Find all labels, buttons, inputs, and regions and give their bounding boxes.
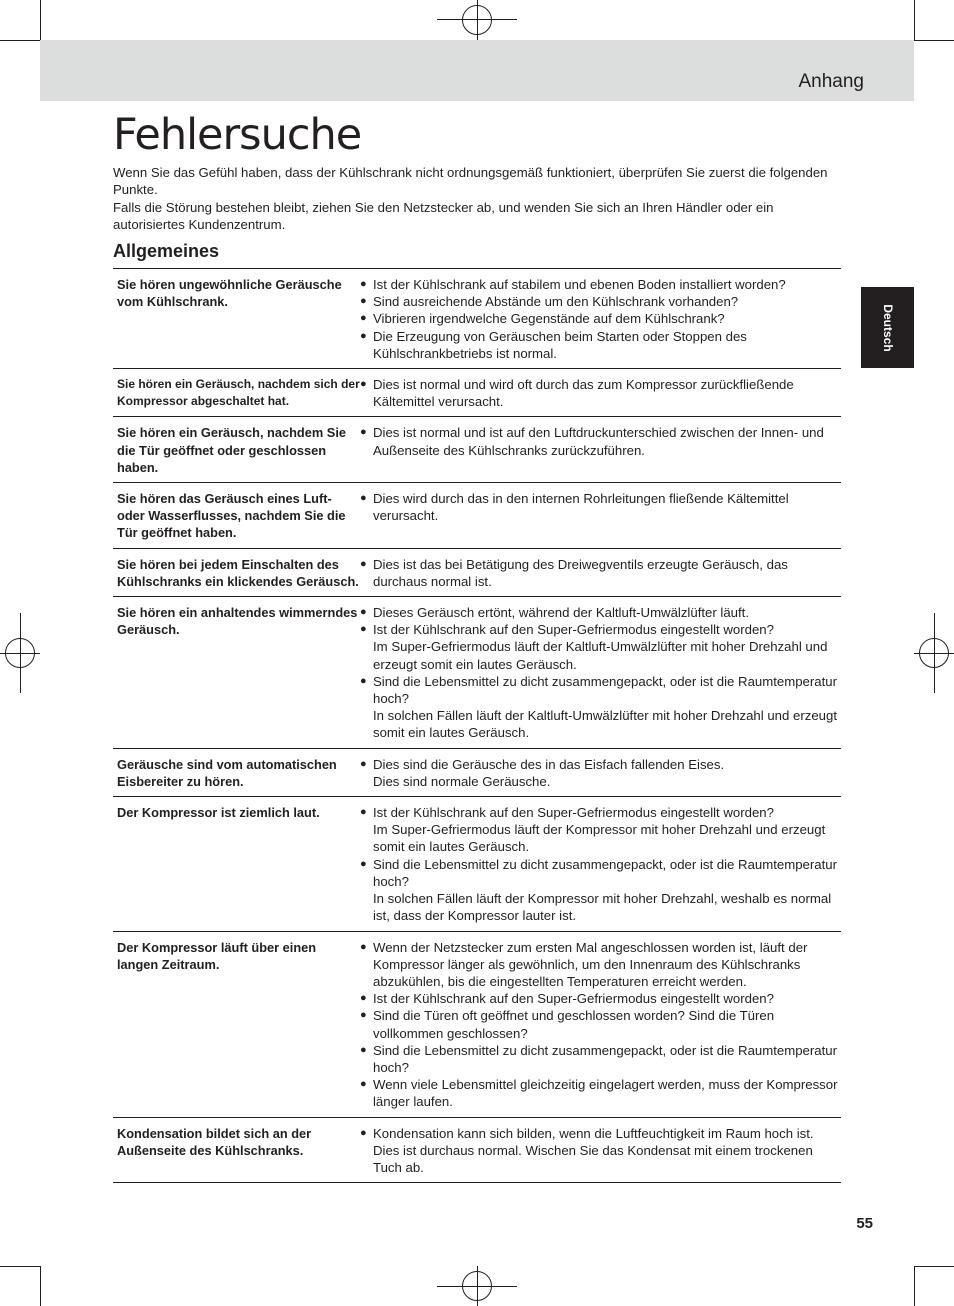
list-item: ● Wenn viele Lebensmittel gleichzeitig eingelagert werden, muss der Kompressor länger laufen.	[360, 1076, 841, 1110]
list-item: ● Vibrieren irgendwelche Gegenstände auf dem Kühlschrank?	[360, 310, 841, 327]
language-tab	[861, 287, 914, 368]
remedy-cell	[360, 748, 841, 796]
remedy-cell	[360, 548, 841, 596]
table-row	[113, 483, 841, 549]
page-title: Fehlersuche	[113, 110, 362, 160]
symptom-cell: Geräusche sind vom automatischen Eisbereiter zu hören.	[113, 748, 360, 796]
remedy-list	[360, 556, 841, 590]
list-item: ● Wenn der Netzstecker zum ersten Mal angeschlossen worden ist, läuft der Kompressor länger als gewöhnlich, um den Innenraum des Kühlschranks abzukühlen, bis die eingestellten Temperaturen erreicht werden.	[360, 939, 841, 991]
remedy-cell	[360, 483, 841, 549]
symptom-cell: Sie hören ein Geräusch, nachdem Sie die Tür geöffnet oder geschlossen haben.	[113, 417, 360, 483]
remedy-cell	[360, 1117, 841, 1183]
list-item: ● Die Erzeugung von Geräuschen beim Starten oder Stoppen des Kühlschrankbetriebs ist normal.	[360, 328, 841, 362]
remedy-list	[360, 804, 841, 924]
table-row	[113, 369, 841, 417]
remedy-list	[360, 424, 841, 458]
table-row	[113, 548, 841, 596]
page-number: 55	[856, 1215, 873, 1232]
remedy-cell	[360, 597, 841, 749]
list-item: ● Sind die Türen oft geöffnet und geschlossen worden? Sind die Türen vollkommen geschlossen?	[360, 1007, 841, 1041]
symptom-cell: Sie hören das Geräusch eines Luft- oder Wasserflusses, nachdem Sie die Tür geöffnet haben.	[113, 483, 360, 549]
remedy-cell	[360, 797, 841, 931]
list-item: ● Ist der Kühlschrank auf den Super-Gefriermodus eingestellt worden? Im Super-Gefriermodus läuft der Kaltluft-Umwälzlüfter mit hoher Drehzahl und erzeugt somit ein lautes Geräusch.	[360, 621, 841, 673]
remedy-list	[360, 490, 841, 524]
list-item: ● Sind ausreichende Abstände um den Kühlschrank vorhanden?	[360, 293, 841, 310]
remedy-cell	[360, 931, 841, 1117]
symptom-cell: Der Kompressor ist ziemlich laut.	[113, 797, 360, 931]
list-item: ● Ist der Kühlschrank auf den Super-Gefriermodus eingestellt worden?	[360, 990, 841, 1007]
symptom-cell: Sie hören bei jedem Einschalten des Kühlschranks ein klickendes Geräusch.	[113, 548, 360, 596]
remedy-list	[360, 604, 841, 742]
intro-paragraph: Wenn Sie das Gefühl haben, dass der Kühlschrank nicht ordnungsgemäß funktioniert, überprüfen Sie zuerst die folgenden Punkte.	[113, 165, 828, 198]
remedy-cell	[360, 417, 841, 483]
section-heading: Allgemeines	[113, 241, 220, 261]
list-item: ● Ist der Kühlschrank auf stabilem und ebenen Boden installiert worden?	[360, 276, 841, 293]
troubleshooting-table	[113, 268, 841, 1183]
remedy-list	[360, 1125, 841, 1177]
list-item: ● Dies sind die Geräusche des in das Eisfach fallenden Eises. Dies sind normale Geräusche.	[360, 756, 841, 790]
list-item: ● Dies wird durch das in den internen Rohrleitungen fließende Kältemittel verursacht.	[360, 490, 841, 524]
list-item: ● Sind die Lebensmittel zu dicht zusammengepackt, oder ist die Raumtemperatur hoch?	[360, 1042, 841, 1076]
intro-paragraph: Falls die Störung bestehen bleibt, ziehen Sie den Netzstecker ab, und wenden Sie sich an Ihren Händler oder ein autorisiertes Kundenzentrum.	[113, 199, 774, 232]
header-band	[40, 40, 914, 101]
symptom-cell: Kondensation bildet sich an der Außenseite des Kühlschranks.	[113, 1117, 360, 1183]
table-row	[113, 1117, 841, 1183]
list-item: ● Kondensation kann sich bilden, wenn die Luftfeuchtigkeit im Raum hoch ist. Dies ist durchaus normal. Wischen Sie das Kondensat mit einem trockenen Tuch ab.	[360, 1125, 841, 1177]
symptom-cell: Der Kompressor läuft über einen langen Zeitraum.	[113, 931, 360, 1117]
remedy-cell	[360, 369, 841, 417]
list-item: ● Sind die Lebensmittel zu dicht zusammengepackt, oder ist die Raumtemperatur hoch? In solchen Fällen läuft der Kompressor mit hoher Drehzahl, weshalb es normal ist, dass der Kompressor lauter ist.	[360, 856, 841, 925]
list-item: ● Sind die Lebensmittel zu dicht zusammengepackt, oder ist die Raumtemperatur hoch? In solchen Fällen läuft der Kaltluft-Umwälzlüfter mit hoher Drehzahl und erzeugt somit ein lautes Geräusch.	[360, 673, 841, 742]
intro-text	[113, 164, 841, 233]
table-row	[113, 797, 841, 931]
section-label: Anhang	[798, 71, 864, 92]
table-row	[113, 269, 841, 369]
table-row	[113, 597, 841, 749]
list-item: ● Dieses Geräusch ertönt, während der Kaltluft-Umwälzlüfter läuft.	[360, 604, 841, 621]
table-row	[113, 931, 841, 1117]
remedy-list	[360, 276, 841, 362]
remedy-list	[360, 756, 841, 790]
list-item: ● Dies ist das bei Betätigung des Dreiwegventils erzeugte Geräusch, das durchaus normal ist.	[360, 556, 841, 590]
symptom-cell: Sie hören ungewöhnliche Geräusche vom Kühlschrank.	[117, 277, 342, 310]
list-item: ● Dies ist normal und ist auf den Luftdruckunterschied zwischen der Innen- und Außenseite des Kühlschranks zurückzuführen.	[360, 424, 841, 458]
language-tab-label: Deutsch	[880, 303, 895, 352]
remedy-list	[360, 376, 841, 410]
symptom-cell: Sie hören ein Geräusch, nachdem sich der Kompressor abgeschaltet hat.	[113, 369, 360, 417]
list-item: ● Ist der Kühlschrank auf den Super-Gefriermodus eingestellt worden? Im Super-Gefriermodus läuft der Kompressor mit hoher Drehzahl und erzeugt somit ein lautes Geräusch.	[360, 804, 841, 856]
remedy-list	[360, 939, 841, 1111]
symptom-cell: Sie hören ein anhaltendes wimmerndes Geräusch.	[113, 597, 360, 749]
table-row	[113, 417, 841, 483]
table-row	[113, 748, 841, 796]
remedy-cell	[360, 269, 841, 369]
list-item: ● Dies ist normal und wird oft durch das zum Kompressor zurückfließende Kältemittel verursacht.	[360, 376, 841, 410]
